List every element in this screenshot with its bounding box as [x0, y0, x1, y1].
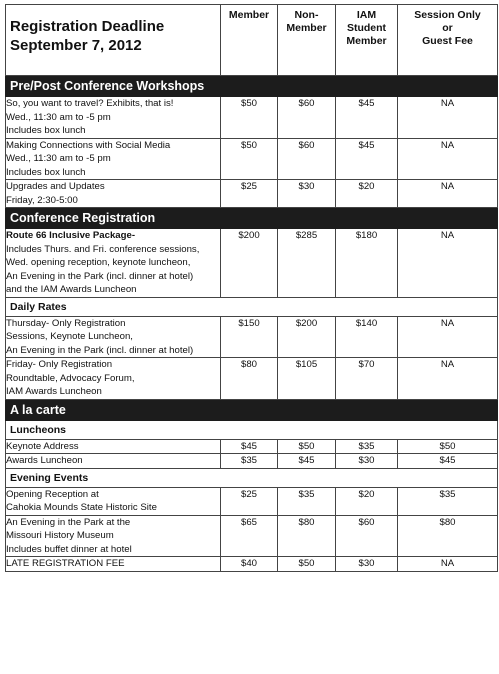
- fee-row: [6, 316, 498, 358]
- fee-row: [6, 515, 498, 557]
- member-price: $50: [221, 138, 278, 180]
- description-line: Sessions, Keynote Luncheon,: [6, 331, 133, 342]
- fee-row: [6, 358, 498, 400]
- description-line: Awards Luncheon: [6, 455, 83, 466]
- member-price: $80: [221, 358, 278, 400]
- description-line: Cahokia Mounds State Historic Site: [6, 502, 157, 513]
- description-line: LATE REGISTRATION FEE: [6, 558, 125, 569]
- section-band: [6, 208, 498, 229]
- member-price: $65: [221, 515, 278, 557]
- description-line: Keynote Address: [6, 440, 79, 452]
- column-header-line: Session Only: [414, 9, 481, 21]
- fee-row: [6, 439, 498, 454]
- header-row: [6, 5, 498, 76]
- description-line: Includes box lunch: [6, 125, 86, 136]
- column-header-line: or: [442, 22, 453, 34]
- description-line: Missouri History Museum: [6, 530, 114, 541]
- student-price: $20: [336, 487, 398, 515]
- fee-row: [6, 180, 498, 208]
- description-line: Thursday- Only Registration: [6, 317, 126, 329]
- description-line: An Evening in the Park at the: [6, 516, 131, 528]
- section-title: Conference Registration: [6, 208, 498, 229]
- column-header-non-member: [278, 5, 336, 76]
- description-line: Friday- Only Registration: [6, 359, 113, 370]
- column-header-member: [221, 5, 278, 76]
- description-line: Wed., 11:30 am to -5 pm: [6, 111, 111, 123]
- session-guest-price: NA: [398, 180, 498, 208]
- non-member-price: $30: [278, 180, 336, 208]
- member-price: $25: [221, 487, 278, 515]
- description-line: Includes box lunch: [6, 166, 86, 178]
- description-line: Wed. opening reception, keynote luncheon,: [6, 257, 191, 268]
- section-band: [6, 76, 498, 97]
- column-header-line: Member: [346, 35, 387, 47]
- description-line: Includes buffet dinner at hotel: [6, 543, 132, 555]
- session-guest-price: NA: [398, 358, 498, 400]
- table-bottom-cell: [221, 571, 278, 577]
- description-line: So, you want to travel? Exhibits, that is!: [6, 98, 174, 109]
- session-guest-price: NA: [398, 229, 498, 298]
- column-header-line: Non-: [294, 9, 319, 21]
- fee-description: [6, 454, 221, 469]
- section-title: Pre/Post Conference Workshops: [6, 76, 498, 97]
- member-price: $150: [221, 316, 278, 358]
- description-line: Roundtable, Advocacy Forum,: [6, 372, 135, 384]
- session-guest-price: $80: [398, 515, 498, 557]
- member-price: $200: [221, 229, 278, 298]
- description-line: Wed., 11:30 am to -5 pm: [6, 153, 111, 164]
- student-price: $140: [336, 316, 398, 358]
- fee-row: [6, 138, 498, 180]
- column-header-line: Member: [228, 9, 270, 21]
- column-header-line: IAM: [356, 9, 377, 21]
- table-bottom-cell: [398, 571, 498, 577]
- description-line: Making Connections with Social Media: [6, 139, 171, 151]
- session-guest-price: $45: [398, 454, 498, 469]
- fee-description: [6, 515, 221, 557]
- fee-table-body: [6, 5, 498, 577]
- subsection-row: [6, 297, 498, 316]
- student-price: $70: [336, 358, 398, 400]
- description-line: Includes Thurs. and Fri. conference sessions,: [6, 243, 200, 255]
- student-price: $35: [336, 439, 398, 454]
- column-header-session-guest: [398, 5, 498, 76]
- column-header-line: Student: [346, 22, 387, 34]
- non-member-price: $60: [278, 97, 336, 139]
- student-price: $20: [336, 180, 398, 208]
- table-bottom-cell: [278, 571, 336, 577]
- session-guest-price: $35: [398, 487, 498, 515]
- fee-description: [6, 557, 221, 572]
- fee-description: [6, 229, 221, 298]
- student-price: $30: [336, 454, 398, 469]
- subsection-title: Daily Rates: [6, 297, 498, 316]
- description-line: Upgrades and Updates: [6, 181, 105, 192]
- fee-row: [6, 97, 498, 139]
- description-line: An Evening in the Park (incl. dinner at hotel): [6, 270, 194, 282]
- member-price: $50: [221, 97, 278, 139]
- description-line: and the IAM Awards Luncheon: [6, 284, 137, 295]
- registration-deadline-title: [6, 5, 221, 76]
- section-title: A la carte: [6, 399, 498, 420]
- section-band: [6, 399, 498, 420]
- session-guest-price: NA: [398, 557, 498, 572]
- fee-row: [6, 557, 498, 572]
- fee-description: [6, 487, 221, 515]
- non-member-price: $35: [278, 487, 336, 515]
- non-member-price: $105: [278, 358, 336, 400]
- student-price: $60: [336, 515, 398, 557]
- session-guest-price: NA: [398, 316, 498, 358]
- fee-description: [6, 180, 221, 208]
- non-member-price: $45: [278, 454, 336, 469]
- subsection-row: [6, 420, 498, 439]
- student-price: $30: [336, 557, 398, 572]
- subsection-row: [6, 468, 498, 487]
- member-price: $25: [221, 180, 278, 208]
- description-line: Opening Reception at: [6, 488, 99, 500]
- fee-row: [6, 487, 498, 515]
- fee-description: [6, 439, 221, 454]
- table-bottom-edge: [6, 571, 498, 577]
- registration-fee-table: [5, 4, 498, 577]
- fee-description: [6, 138, 221, 180]
- student-price: $45: [336, 138, 398, 180]
- non-member-price: $285: [278, 229, 336, 298]
- fee-description: [6, 316, 221, 358]
- student-price: $45: [336, 97, 398, 139]
- non-member-price: $50: [278, 557, 336, 572]
- fee-row: [6, 229, 498, 298]
- fee-row: [6, 454, 498, 469]
- description-line: IAM Awards Luncheon: [6, 386, 102, 397]
- session-guest-price: NA: [398, 138, 498, 180]
- subsection-title: Evening Events: [6, 468, 498, 487]
- session-guest-price: NA: [398, 97, 498, 139]
- member-price: $35: [221, 454, 278, 469]
- non-member-price: $200: [278, 316, 336, 358]
- title-line: September 7, 2012: [10, 37, 142, 54]
- non-member-price: $80: [278, 515, 336, 557]
- description-line: Friday, 2:30-5:00: [6, 194, 78, 206]
- fee-description: [6, 358, 221, 400]
- non-member-price: $60: [278, 138, 336, 180]
- session-guest-price: $50: [398, 439, 498, 454]
- column-header-student-member: [336, 5, 398, 76]
- title-line: Registration Deadline: [10, 18, 165, 35]
- fee-description: [6, 97, 221, 139]
- member-price: $40: [221, 557, 278, 572]
- non-member-price: $50: [278, 439, 336, 454]
- student-price: $180: [336, 229, 398, 298]
- description-line: An Evening in the Park (incl. dinner at hotel): [6, 344, 194, 356]
- description-line: Route 66 Inclusive Package-: [6, 230, 136, 241]
- column-header-line: Guest Fee: [422, 35, 473, 47]
- subsection-title: Luncheons: [6, 420, 498, 439]
- table-bottom-cell: [336, 571, 398, 577]
- table-bottom-cell: [6, 571, 221, 577]
- column-header-line: Member: [286, 22, 327, 34]
- member-price: $45: [221, 439, 278, 454]
